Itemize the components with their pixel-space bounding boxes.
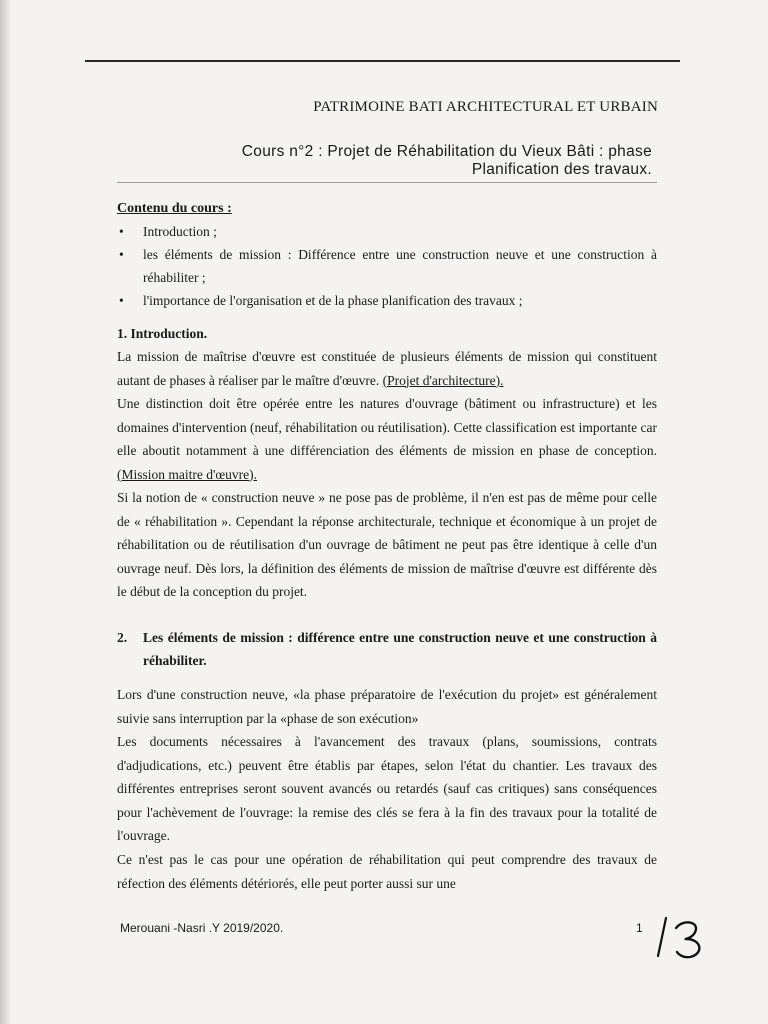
paragraph: Ce n'est pas le cas pour une opération de réhabilitation qui peut comprendre des travaux de réfection des éléments détériorés, elle peut porter aussi sur une: [117, 852, 657, 891]
page-number: 1: [636, 921, 643, 935]
handwritten-page-fraction: [650, 912, 710, 962]
paragraph: Si la notion de « construction neuve » ne pose pas de problème, il n'en est pas de même pour celle de « réhabilitation ». Cependant la réponse architecturale, technique et économique à un projet de réhabilitation ou de réutilisation d'un ouvrage de bâtiment ne peut pas être identique à celle d'un ouvrage neuf. Dès lors, la définition des éléments de mission de maîtrise d'œuvre est différente dès le début de la conception du projet.: [117, 490, 657, 599]
list-item: [117, 289, 657, 312]
section-number: 2.: [117, 630, 128, 645]
contents-list: [117, 220, 657, 312]
list-item: [117, 243, 657, 289]
list-item-text: les éléments de mission : Différence entre une construction neuve et une construction à réhabiliter ;: [143, 247, 657, 285]
course-title-line-1: Cours n°2 : Projet de Réhabilitation du Vieux Bâti : phase: [241, 143, 652, 160]
footer-author: Merouani -Nasri .Y 2019/2020.: [120, 921, 284, 935]
bullet-icon: •: [119, 293, 124, 308]
subject-header: PATRIMOINE BATI ARCHITECTURAL ET URBAIN: [313, 99, 658, 115]
course-title-line-2: Planification des travaux.: [471, 161, 652, 178]
list-item: [117, 220, 657, 243]
section-heading-text: Les éléments de mission : différence entre une construction neuve et une construction à réhabiliter.: [143, 630, 657, 668]
paragraph-text: Une distinction doit être opérée entre les natures d'ouvrage (bâtiment ou infrastructure) et les domaines d'intervention (neuf, réhabilitation ou réutilisation). Cette classification est importante car elle aboutit notamment à une différenciation des éléments de mission en phase de conception.: [117, 396, 657, 458]
reference-link: (Projet d'architecture).: [382, 372, 504, 388]
paragraph-text: La mission de maîtrise d'œuvre est constituée de plusieurs éléments de mission qui constituent autant de phases à réaliser par le maître d'œuvre.: [117, 349, 657, 388]
title-divider: [117, 182, 657, 183]
section-heading-introduction: 1. Introduction.: [117, 326, 208, 341]
list-item-text: l'importance de l'organisation et de la phase planification des travaux ;: [143, 293, 523, 308]
reference-link: (Mission maitre d'œuvre).: [117, 466, 258, 482]
paragraph: Lors d'une construction neuve, «la phase préparatoire de l'exécution du projet» est généralement suivie sans interruption par la «phase de son exécution»: [117, 687, 657, 726]
course-title: [0, 143, 652, 179]
section-heading-mission-elements: [117, 626, 657, 672]
paragraph: [117, 345, 657, 392]
list-item-text: Introduction ;: [143, 224, 217, 239]
contents-heading: Contenu du cours :: [117, 201, 232, 216]
bullet-icon: •: [119, 247, 124, 262]
bullet-icon: •: [119, 224, 124, 239]
paragraph: Les documents nécessaires à l'avancement des travaux (plans, soumissions, contrats d'adjudications, etc.) peuvent être établis par étapes, selon l'état du chantier. Les travaux des différentes entreprises seront souvent avancés ou retardés (sauf cas critiques) sans conséquences pour l'achèvement de l'ouvrage: la remise des clés se fera à la fin des travaux pour la totalité de l'ouvrage.: [117, 734, 657, 843]
paragraph: [117, 392, 657, 486]
top-rule: [85, 60, 680, 62]
